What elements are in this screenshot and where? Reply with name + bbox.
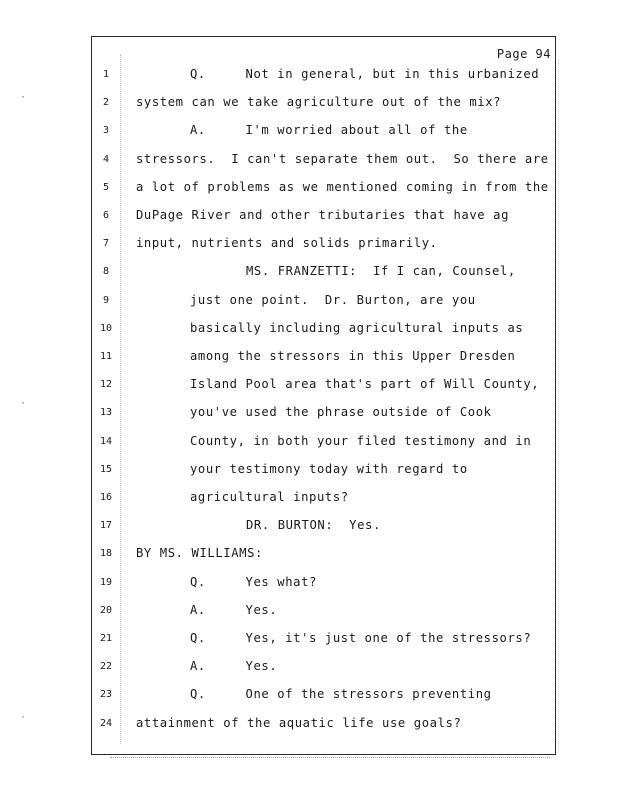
line-number: 20 <box>99 604 113 616</box>
transcript-line <box>0 575 618 593</box>
transcript-line <box>0 687 618 705</box>
line-text: A. Yes. <box>190 659 278 674</box>
transcript-line <box>0 659 618 677</box>
line-number: 17 <box>99 520 113 532</box>
line-text: system can we take agriculture out of the mix? <box>136 95 502 110</box>
line-number: 7 <box>102 238 110 250</box>
line-text: Q. Yes what? <box>190 574 317 589</box>
scan-mark: · <box>20 712 27 723</box>
transcript-line <box>0 434 618 452</box>
line-number: 10 <box>99 322 113 334</box>
line-number: 23 <box>99 689 113 701</box>
line-text: County, in both your filed testimony and in <box>190 433 532 448</box>
transcript-line <box>0 236 618 254</box>
line-text: agricultural inputs? <box>190 490 349 504</box>
line-number: 4 <box>102 153 110 165</box>
line-text: input, nutrients and solids primarily. <box>136 236 438 251</box>
line-number: 24 <box>99 717 113 729</box>
transcript-line <box>0 546 618 564</box>
transcript-line <box>0 321 618 339</box>
scan-mark: · <box>20 398 27 409</box>
line-text: among the stressors in this Upper Dresden <box>190 349 516 363</box>
line-text: DuPage River and other tributaries that have ag <box>136 208 510 222</box>
line-number: 21 <box>99 633 113 644</box>
line-text: MS. FRANZETTI: If I can, Counsel, <box>246 264 516 279</box>
line-number: 19 <box>99 576 113 588</box>
line-number: 6 <box>102 210 110 221</box>
line-number: 8 <box>102 266 110 278</box>
line-number: 22 <box>99 661 113 673</box>
transcript-line <box>0 490 618 508</box>
line-text: A. Yes. <box>190 602 278 617</box>
transcript-line <box>0 377 618 395</box>
line-number: 12 <box>99 379 113 391</box>
line-text: basically including agricultural inputs as <box>190 320 524 335</box>
line-number: 16 <box>99 492 113 503</box>
transcript-line <box>0 67 618 85</box>
line-text: you've used the phrase outside of Cook <box>190 405 492 420</box>
transcript-line <box>0 208 618 226</box>
transcript-line <box>0 405 618 423</box>
line-number: 1 <box>102 69 110 80</box>
bottom-scan-artifact <box>110 757 550 761</box>
line-number: 3 <box>102 125 110 137</box>
transcript-line <box>0 95 618 113</box>
line-number: 18 <box>99 548 113 560</box>
transcript-line <box>0 518 618 536</box>
line-text: just one point. Dr. Burton, are you <box>190 292 476 307</box>
transcript-line <box>0 716 618 734</box>
line-text: A. I'm worried about all of the <box>190 123 468 138</box>
line-text: your testimony today with regard to <box>190 461 468 476</box>
transcript-line <box>0 180 618 198</box>
transcript-line <box>0 631 618 649</box>
line-text: Q. One of the stressors preventing <box>190 687 492 702</box>
transcript-line <box>0 349 618 367</box>
line-text: a lot of problems as we mentioned coming in from the <box>136 179 549 194</box>
line-text: BY MS. WILLIAMS: <box>136 546 263 561</box>
transcript-line <box>0 293 618 311</box>
line-text: DR. BURTON: Yes. <box>246 518 381 533</box>
line-text: Island Pool area that's part of Will County, <box>190 377 540 392</box>
page-number: Page 94 <box>496 47 551 61</box>
transcript-line <box>0 264 618 282</box>
line-text: Q. Yes, it's just one of the stressors? <box>190 631 532 645</box>
line-text: stressors. I can't separate them out. So there are <box>136 151 549 166</box>
scan-mark: · <box>20 92 27 103</box>
line-number: 14 <box>99 435 113 447</box>
line-number: 13 <box>99 407 113 419</box>
line-number: 2 <box>102 97 110 109</box>
line-number: 5 <box>102 181 110 193</box>
line-number: 9 <box>102 294 110 306</box>
transcript-line <box>0 152 618 170</box>
line-text: attainment of the aquatic life use goals? <box>136 715 462 730</box>
transcript-line <box>0 603 618 621</box>
line-number: 15 <box>99 463 113 475</box>
transcript-line <box>0 123 618 141</box>
transcript-line <box>0 462 618 480</box>
line-number: 11 <box>99 351 113 362</box>
line-text: Q. Not in general, but in this urbanized <box>190 67 540 81</box>
